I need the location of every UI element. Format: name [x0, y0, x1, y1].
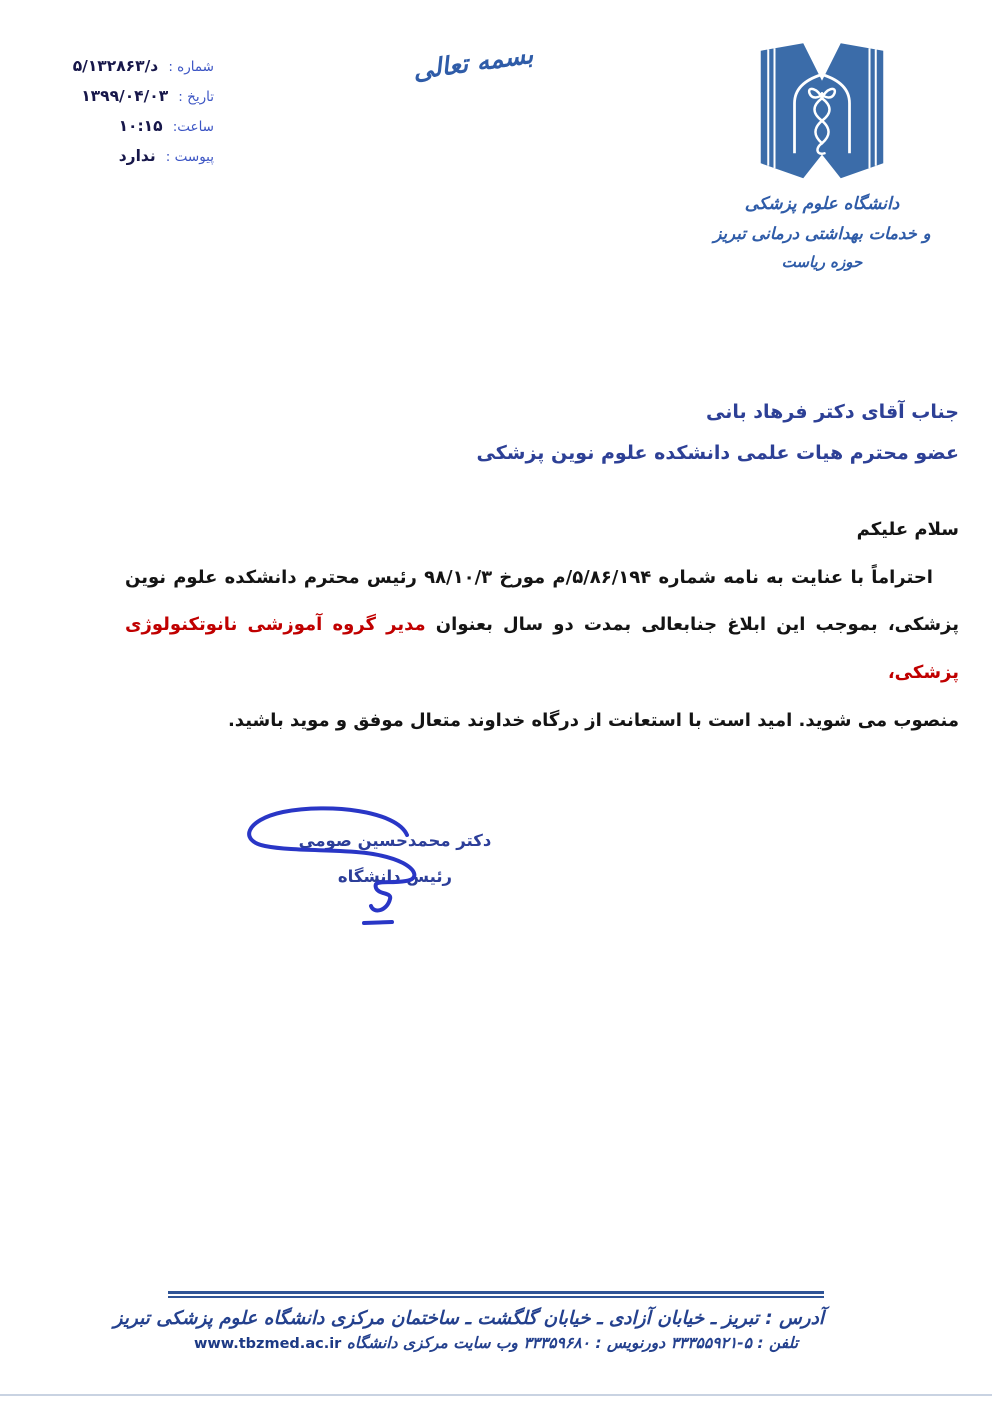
letter-attachment-label: پیوست : [165, 149, 214, 165]
footer-website: www.tbzmed.ac.ir [193, 1335, 342, 1352]
letter-number-row [73, 56, 214, 75]
university-name-line1: دانشگاه علوم پزشکی [744, 194, 900, 214]
letter-date-label: تاریخ : [178, 89, 214, 105]
footer-rule-top [168, 1291, 824, 1294]
letter-metadata [73, 56, 214, 176]
footer-contact-line [168, 1334, 824, 1352]
footer-phone-fax: تلفن : ۵-۳۳۳۵۵۹۲۱ دورنویس : ۳۳۳۵۹۶۸۰ وب سایت مرکزی دانشگاه [341, 1333, 799, 1352]
letter-time-row [73, 116, 214, 135]
letter-attachment-value: ندارد [118, 147, 156, 165]
page-bottom-rule [0, 1394, 992, 1396]
letter-time-label: ساعت: [172, 119, 214, 135]
body-line-2-text: پزشکی، بموجب این ابلاغ جنابعالی بمدت دو سال بعنوان [425, 614, 959, 636]
signature-block [235, 793, 505, 953]
body-line-2 [125, 601, 959, 696]
addressee-title: عضو محترم هیات علمی دانشکده علوم نوین پزشکی [476, 441, 959, 464]
salutation: سلام علیکم [856, 519, 959, 540]
university-office-line: حوزه ریاست [781, 252, 863, 271]
body-line-1: احتراماً با عنایت به نامه شماره ۵/۸۶/۱۹۴/م مورخ ۹۸/۱۰/۳ رئیس محترم دانشکده علوم نوین [125, 566, 933, 588]
letter-attachment-row [73, 146, 214, 165]
footer-rule-bottom [168, 1296, 824, 1298]
signatory-title: رئیس دانشگاه [337, 867, 453, 887]
body-line-3: منصوب می شوید. امید است با استعانت از درگاه خداوند متعال موفق و موید باشید. [227, 709, 959, 731]
letter-body [125, 506, 959, 744]
bismillah-calligraphy: بسمه تعالی [411, 39, 535, 86]
appointment-title-highlight: مدیر گروه آموزشی نانوتکنولوژی پزشکی، [125, 614, 959, 684]
addressee-name: جناب آقای دکتر فرهاد بانی [706, 401, 959, 423]
signature-scribble-icon [235, 793, 505, 953]
letter-time-value: ۱۰:۱۵ [118, 117, 163, 135]
letter-number-value: ۵/د/۱۳۲۸۶۳ [72, 57, 159, 75]
letter-number-label: شماره : [168, 59, 214, 75]
university-logo-icon [747, 33, 897, 186]
letter-date-row [73, 86, 214, 105]
university-name-line2: و خدمات بهداشتی درمانی تبریز [713, 223, 931, 243]
signatory-name: دکتر محمدحسین صومی [298, 831, 492, 850]
letterhead-footer [113, 1291, 824, 1352]
addressee-block [300, 392, 959, 474]
footer-address: آدرس : تبریز ـ خیابان آزادی ـ خیابان گلگشت ـ ساختمان مرکزی دانشگاه علوم پزشکی تبریز [113, 1307, 824, 1329]
letter-date-value: ۱۳۹۹/۰۴/۰۳ [81, 87, 169, 105]
university-letterhead [680, 33, 964, 275]
